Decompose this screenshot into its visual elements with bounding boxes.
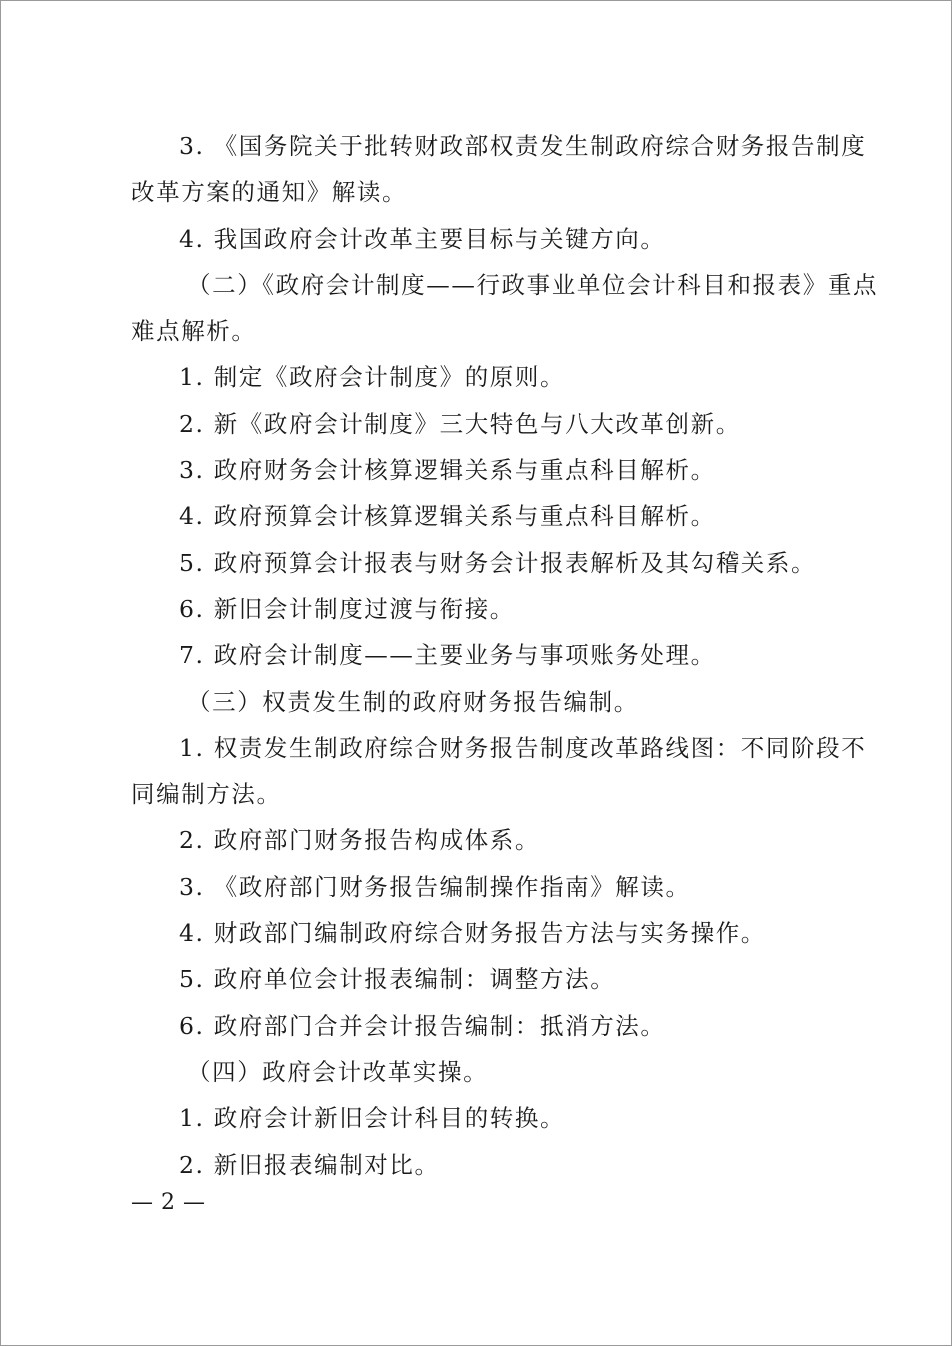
page-footer [131, 1187, 205, 1219]
text-line: 3. 政府财务会计核算逻辑关系与重点科目解析。 [179, 456, 716, 485]
text-line: 2. 新旧报表编制对比。 [179, 1150, 440, 1179]
text-line: 4. 财政部门编制政府综合财务报告方法与实务操作。 [179, 919, 766, 948]
text-line: 4. 政府预算会计核算逻辑关系与重点科目解析。 [179, 502, 716, 531]
body-text [131, 123, 879, 1188]
text-line: 4. 我国政府会计改革主要目标与关键方向。 [179, 224, 666, 253]
footer-dash-right: — [183, 1190, 205, 1215]
page-number: 2 [161, 1190, 175, 1215]
text-line: 1. 制定《政府会计制度》的原则。 [179, 363, 566, 392]
text-line: 难点解析。 [131, 317, 257, 346]
text-line: 5. 政府单位会计报表编制：调整方法。 [179, 965, 616, 994]
text-line: 2. 政府部门财务报告构成体系。 [179, 826, 540, 855]
section-heading: （四）政府会计改革实操。 [187, 1057, 489, 1086]
section-heading: （三）权责发生制的政府财务报告编制。 [187, 687, 639, 716]
section-heading: （二）《政府会计制度——行政事业单位会计科目和报表》重点 [187, 270, 879, 299]
text-line: 1. 政府会计新旧会计科目的转换。 [179, 1104, 566, 1133]
text-line: 6. 政府部门合并会计报告编制：抵消方法。 [179, 1011, 666, 1040]
footer-dash-left: — [131, 1190, 153, 1215]
text-line: 同编制方法。 [131, 780, 282, 809]
text-line: 7. 政府会计制度——主要业务与事项账务处理。 [179, 641, 716, 670]
text-line: 5. 政府预算会计报表与财务会计报表解析及其勾稽关系。 [179, 548, 817, 577]
text-line: 6. 新旧会计制度过渡与衔接。 [179, 594, 515, 623]
text-line: 3. 《政府部门财务报告编制操作指南》解读。 [179, 872, 691, 901]
text-line: 改革方案的通知》解读。 [131, 178, 408, 207]
text-line: 3. 《国务院关于批转财政部权责发生制政府综合财务报告制度 [179, 132, 867, 160]
text-line: 2. 新《政府会计制度》三大特色与八大改革创新。 [179, 409, 741, 438]
text-line: 1. 权责发生制政府综合财务报告制度改革路线图：不同阶段不 [179, 733, 867, 762]
